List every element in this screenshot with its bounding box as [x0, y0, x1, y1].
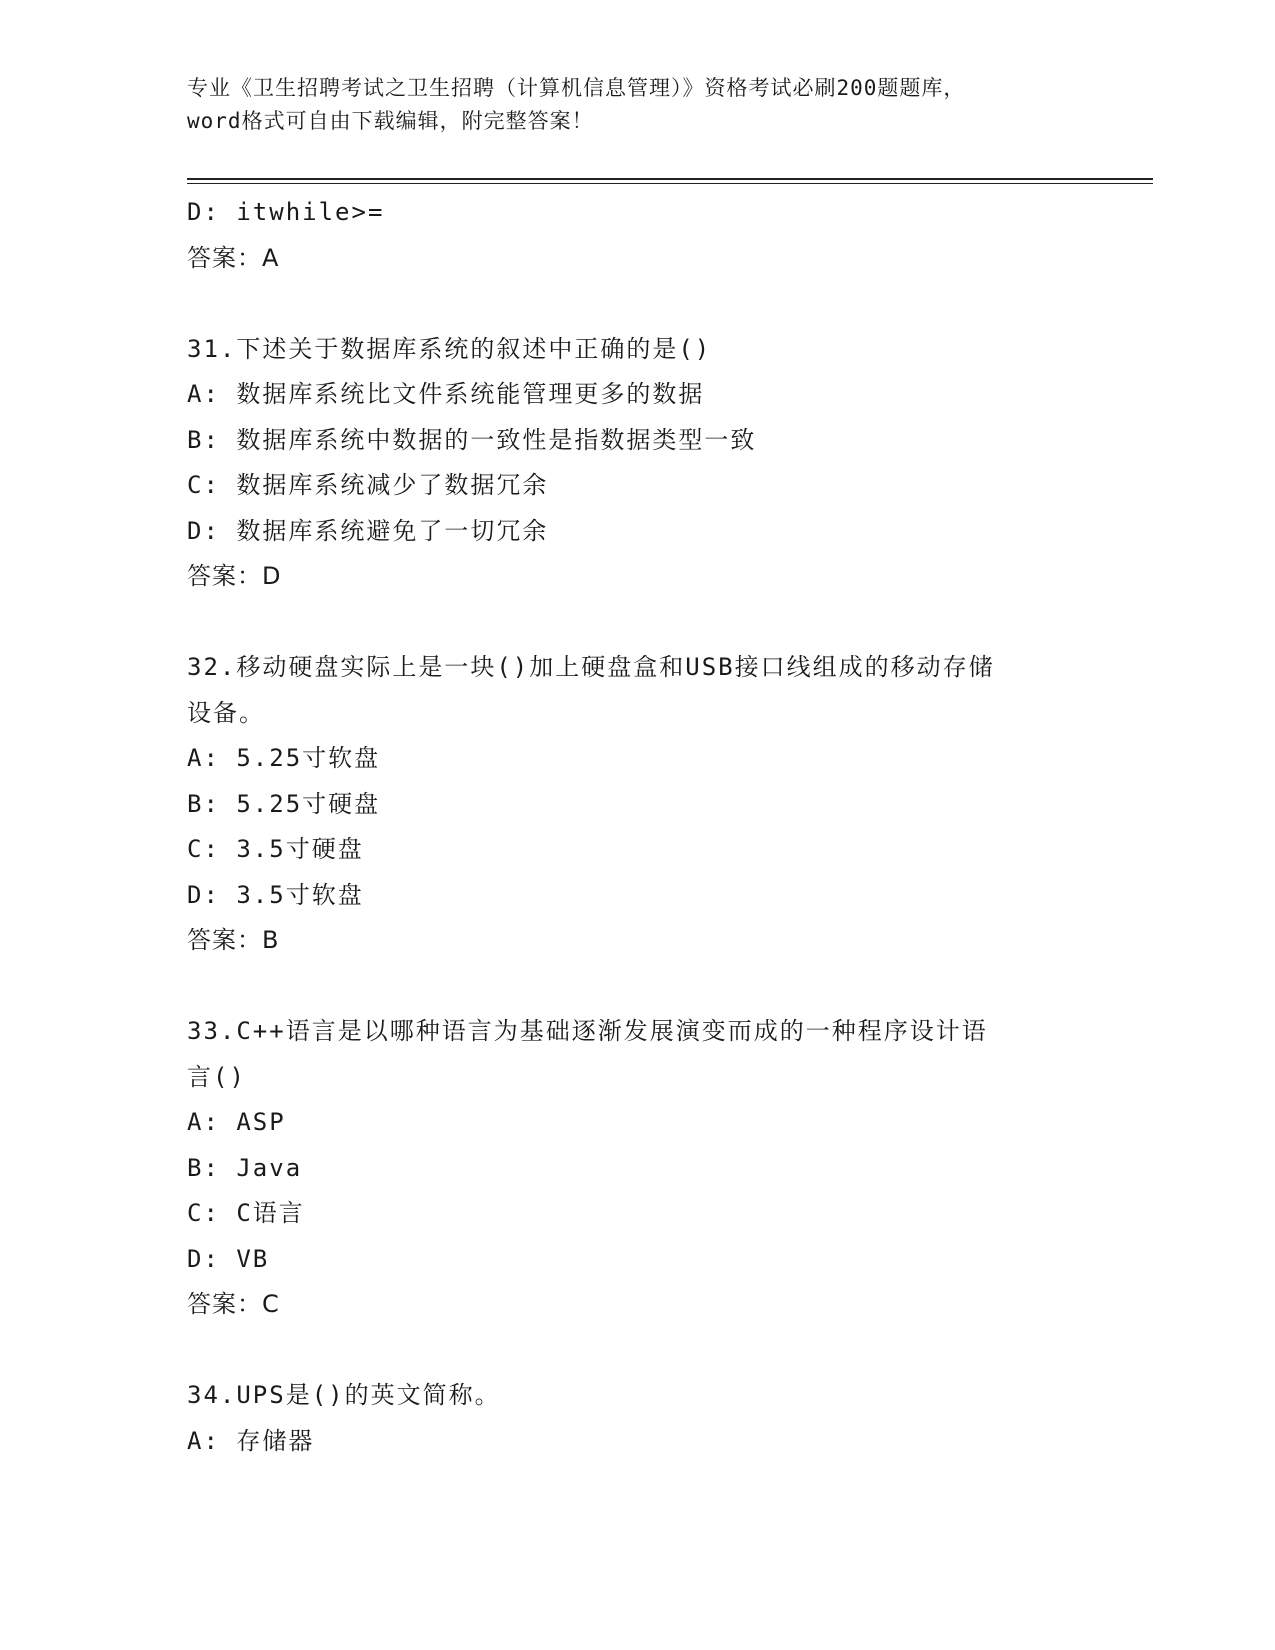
- question-31: [187, 327, 1087, 600]
- previous-question-tail: [187, 190, 1087, 281]
- option-c: C: 数据库系统减少了数据冗余: [187, 471, 549, 499]
- spacer: [187, 1328, 1087, 1374]
- spacer: [187, 600, 1087, 646]
- header-title-line-1: 专业《卫生招聘考试之卫生招聘（计算机信息管理）》资格考试必刷200题题库，: [187, 76, 966, 100]
- answer-line: 答案：B: [187, 926, 280, 954]
- spacer: [187, 964, 1087, 1010]
- answer-line: 答案：D: [187, 562, 282, 590]
- option-c: C: 3.5寸硬盘: [187, 835, 364, 863]
- option-b: B: 数据库系统中数据的一致性是指数据类型一致: [187, 425, 757, 454]
- answer-line: 答案：C: [187, 1290, 280, 1318]
- option-a: A: 存储器: [187, 1426, 315, 1455]
- question-34: [187, 1373, 1087, 1464]
- header-divider: [187, 178, 1153, 184]
- question-stem-continued: 设备。: [187, 698, 265, 727]
- question-33: [187, 1009, 1087, 1328]
- answer-line: 答案：A: [187, 243, 280, 272]
- option-d: D: 数据库系统避免了一切冗余: [187, 516, 549, 545]
- option-c: C: C语言: [187, 1199, 305, 1227]
- question-content: [187, 190, 1087, 1464]
- option-a: A: 5.25寸软盘: [187, 744, 381, 772]
- option-d: D: 3.5寸软盘: [187, 880, 364, 909]
- option-d: D: itwhile>=: [187, 198, 385, 226]
- question-stem-continued: 言(): [187, 1062, 246, 1091]
- spacer: [187, 281, 1087, 327]
- option-a: A: 数据库系统比文件系统能管理更多的数据: [187, 380, 705, 408]
- option-a: A: ASP: [187, 1108, 286, 1136]
- document-header: [187, 72, 1087, 138]
- header-title-line-2: word格式可自由下载编辑，附完整答案！: [187, 109, 594, 133]
- question-stem: 31.下述关于数据库系统的叙述中正确的是(): [187, 334, 712, 363]
- question-stem: 33.C++语言是以哪种语言为基础逐渐发展演变而成的一种程序设计语: [187, 1017, 988, 1045]
- option-b: B: 5.25寸硬盘: [187, 789, 381, 818]
- option-d: D: VB: [187, 1244, 270, 1273]
- option-b: B: Java: [187, 1153, 303, 1182]
- question-stem: 34.UPS是()的英文简称。: [187, 1381, 501, 1409]
- question-32: [187, 645, 1087, 964]
- question-stem: 32.移动硬盘实际上是一块()加上硬盘盒和USB接口线组成的移动存储: [187, 653, 995, 681]
